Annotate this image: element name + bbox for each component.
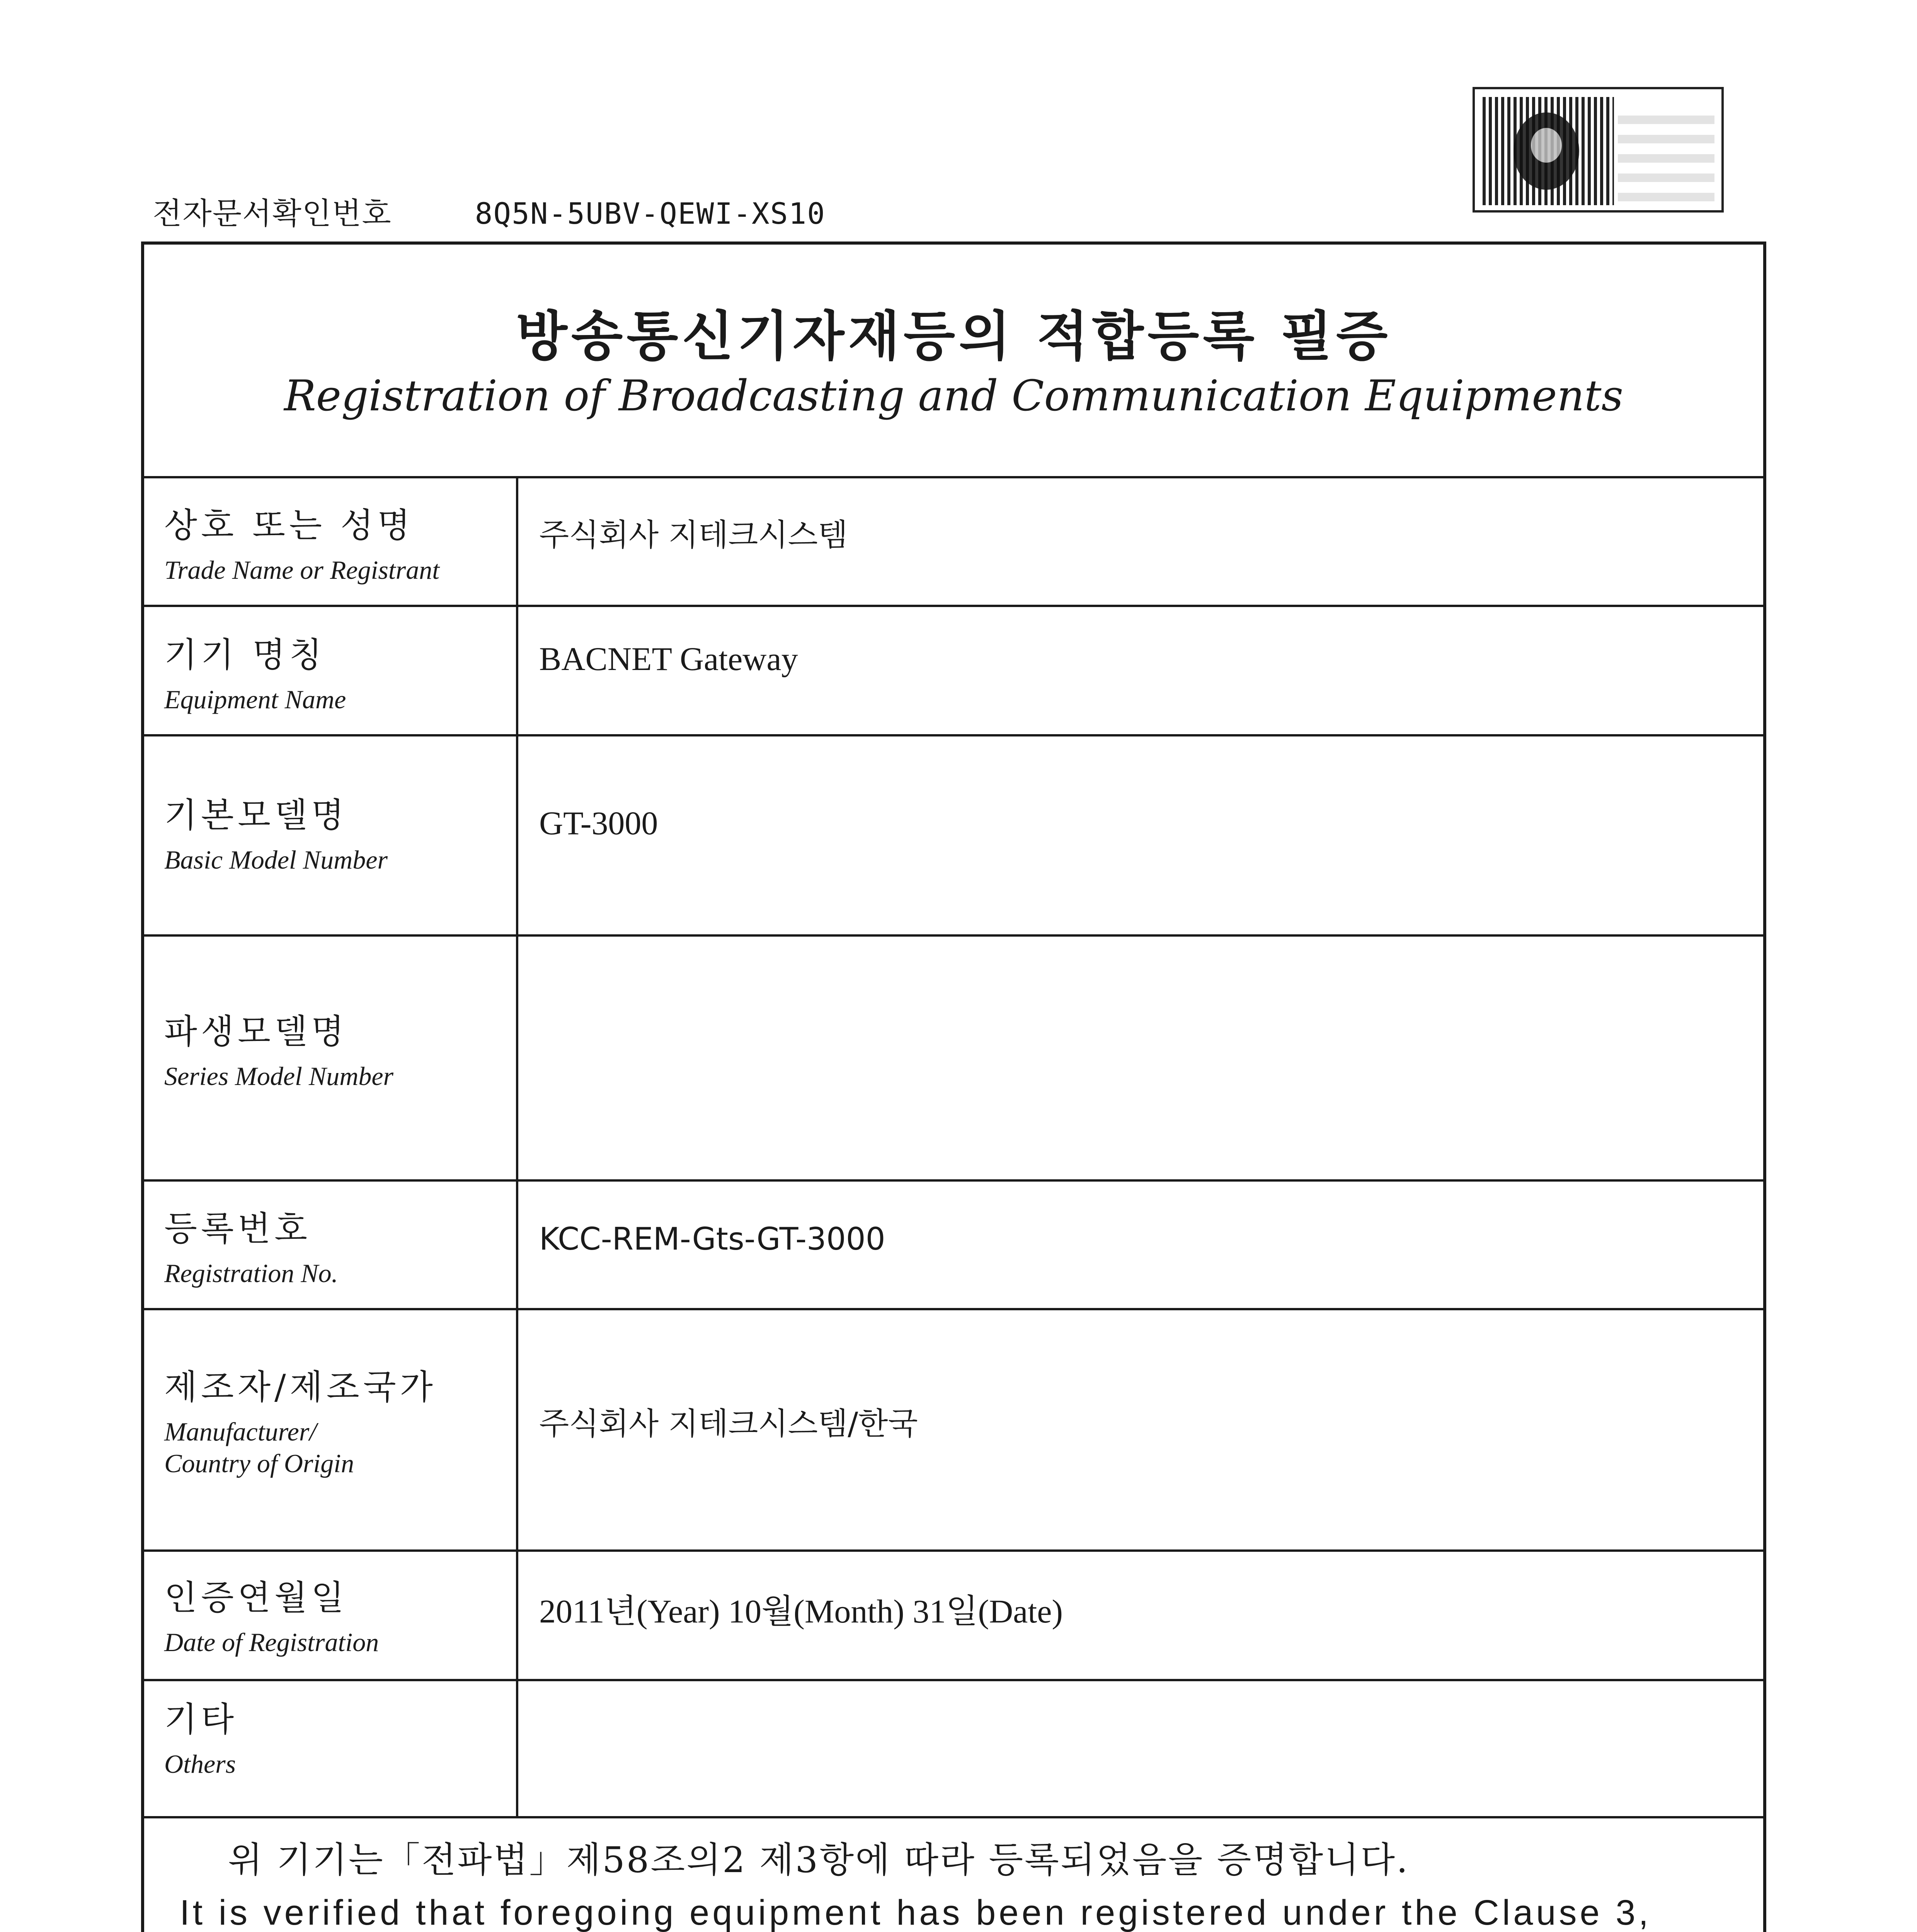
table-row-label — [164, 628, 346, 715]
table-divider — [141, 934, 1766, 937]
manufacturer-value: 주식회사 지테크시스템/한국 — [539, 1406, 918, 1442]
document-number-label: 전자문서확인번호 — [153, 196, 392, 231]
table-divider — [141, 734, 1766, 736]
label-korean: 기타 — [164, 1699, 238, 1739]
table-row-label — [164, 1571, 379, 1658]
label-korean: 파생모델명 — [164, 1012, 348, 1051]
table-row-label — [164, 788, 388, 876]
certificate-title-korean: 방송통신기자재등의 적합등록 필증 — [516, 305, 1392, 367]
label-korean: 기기 명칭 — [164, 635, 326, 675]
certificate-title-english: Registration of Broadcasting and Communication Equipments — [284, 371, 1623, 420]
copy-protection-fade-area — [1618, 105, 1714, 201]
label-english: Equipment Name — [164, 685, 346, 714]
table-row-label — [164, 1202, 338, 1289]
label-korean: 등록번호 — [164, 1209, 312, 1248]
label-english: Date of Registration — [164, 1628, 379, 1657]
label-korean: 인증연월일 — [164, 1578, 348, 1617]
label-english: Series Model Number — [164, 1061, 394, 1091]
copy-protection-mark — [1473, 87, 1724, 213]
label-english: Manufacturer/ Country of Origin — [164, 1417, 354, 1478]
basic-model-value: GT-3000 — [539, 804, 658, 842]
table-divider — [141, 1179, 1766, 1182]
table-divider — [141, 476, 1766, 478]
table-row-label — [164, 1005, 393, 1092]
label-english: Registration No. — [164, 1259, 338, 1288]
statement-korean: 위 기기는「전파법」제58조의2 제3항에 따라 등록되었음을 증명합니다. — [228, 1839, 1410, 1881]
label-english: Trade Name or Registrant — [164, 555, 440, 585]
table-divider — [141, 1308, 1766, 1310]
registration-number-value: KCC-REM-Gts-GT-3000 — [539, 1221, 885, 1257]
table-divider — [141, 1679, 1766, 1681]
copy-protection-pattern — [1483, 97, 1614, 205]
table-divider — [141, 605, 1766, 607]
label-english: Others — [164, 1749, 236, 1779]
label-korean: 기본모델명 — [164, 795, 348, 835]
table-row-label — [164, 1692, 238, 1780]
label-english: Basic Model Number — [164, 845, 388, 874]
table-row-label — [164, 1360, 437, 1479]
table-row-label — [164, 498, 439, 586]
document-number-value: 8Q5N-5UBV-QEWI-XS10 — [475, 196, 826, 231]
table-divider — [141, 1549, 1766, 1552]
label-korean: 상호 또는 성명 — [164, 505, 414, 545]
statement-english: It is verified that foregoing equipment has been registered under the Clause 3, — [180, 1893, 1651, 1932]
trade-name-value: 주식회사 지테크시스템 — [539, 517, 848, 553]
document-number-row — [153, 189, 826, 233]
table-column-divider — [516, 476, 518, 1817]
label-korean: 제조자/제조국가 — [164, 1367, 437, 1407]
table-divider — [141, 1816, 1766, 1818]
equipment-name-value: BACNET Gateway — [539, 640, 798, 677]
registration-date-value: 2011년(Year) 10월(Month) 31일(Date) — [539, 1593, 1063, 1630]
